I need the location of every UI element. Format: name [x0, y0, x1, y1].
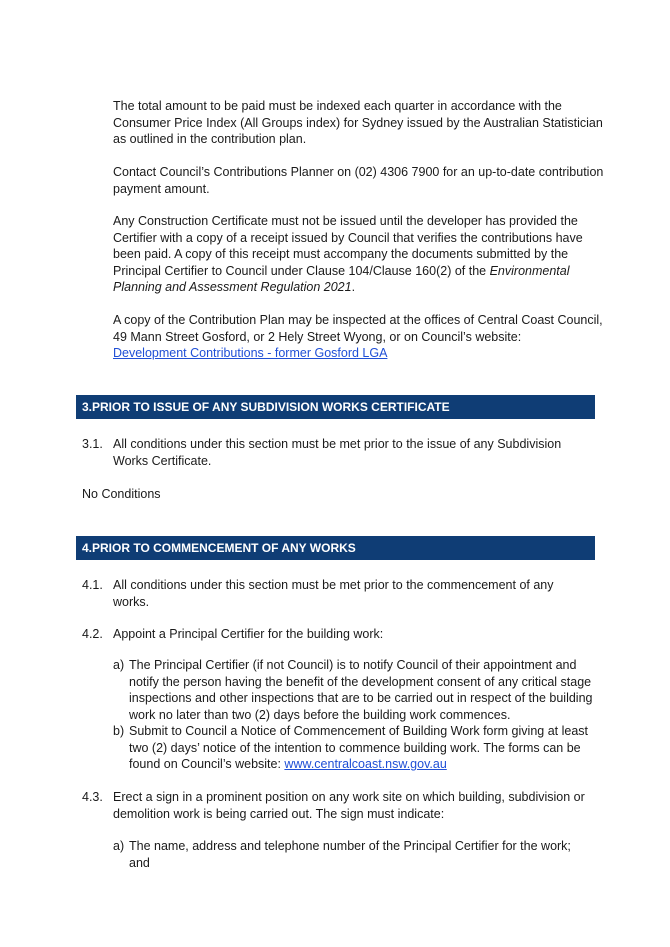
item-4-3-a	[113, 838, 593, 871]
item-4-3-text: Erect a sign in a prominent position on any work site on which building, subdivision or demolition work is being carried out. The sign must indicate:	[113, 790, 585, 821]
section-3-heading: 3.PRIOR TO ISSUE OF ANY SUBDIVISION WORKS CERTIFICATE	[76, 395, 595, 419]
section-4-heading: 4.PRIOR TO COMMENCEMENT OF ANY WORKS	[76, 536, 595, 560]
regulation-title: Environmental Planning and Assessment Regulation 2021	[113, 263, 570, 294]
contributions-link[interactable]: Development Contributions - former Gosford LGA	[113, 346, 388, 360]
item-4-2-b-letter: b)	[113, 724, 125, 738]
notice-text: Submit to Council a Notice of Commencement of Building Work form giving at least two (2) days’ notice of the intention to commence building work. The forms can be found on Council’s website:	[129, 724, 588, 771]
item-4-2-b	[113, 723, 593, 773]
item-4-2-b-text	[129, 723, 593, 773]
item-4-2-a-text: The Principal Certifier (if not Council) is to notify Council of their appointment and notify the person having the benefit of the development consent of any critical stage inspections and other inspections that are to be carried out in respect of the building work no later than two (2) days before the building work commences.	[129, 658, 593, 722]
indexation-paragraph: The total amount to be paid must be indexed each quarter in accordance with the Consumer Price Index (All Groups index) for Sydney issued by the Australian Statistician as outlined in the contribution plan.	[113, 99, 603, 146]
item-3-1-text: All conditions under this section must be met prior to the issue of any Subdivision Works Certificate.	[113, 437, 562, 468]
plan-text: A copy of the Contribution Plan may be inspected at the offices of Central Coast Council, 49 Mann Street Gosford, or 2 Hely Street Wyong, or on Council’s website:	[113, 313, 603, 344]
item-4-3-number: 4.3.	[82, 790, 103, 804]
item-4-2-a-letter: a)	[113, 658, 125, 672]
item-4-3-a-letter: a)	[113, 839, 125, 853]
item-4-1-number: 4.1.	[82, 578, 103, 592]
item-4-2-text: Appoint a Principal Certifier for the building work:	[113, 627, 384, 641]
item-4-1-text: All conditions under this section must be met prior to the commencement of any works.	[113, 578, 554, 609]
item-4-2-number: 4.2.	[82, 627, 103, 641]
cc-text-start: Any Construction Certificate must not be issued until the developer has provided the Certifier with a copy of a receipt issued by Council that verifies the contributions have been paid. A copy of this receipt must accompany the documents submitted by the Principal Certifier to Council under Clause 104/Clause 160(2) of the	[113, 214, 583, 278]
no-conditions-text: No Conditions	[82, 487, 161, 501]
item-4-3-a-text: The name, address and telephone number of the Principal Certifier for the work; and	[129, 839, 571, 870]
item-3-1-number: 3.1.	[82, 437, 103, 451]
construction-certificate-paragraph	[113, 213, 613, 296]
item-4-2-a	[113, 657, 593, 723]
contact-paragraph: Contact Council’s Contributions Planner on (02) 4306 7900 for an up-to-date contribution payment amount.	[113, 165, 604, 196]
contribution-plan-paragraph	[113, 312, 613, 362]
council-website-link[interactable]: www.centralcoast.nsw.gov.au	[284, 757, 447, 771]
cc-text-end: .	[351, 280, 356, 294]
